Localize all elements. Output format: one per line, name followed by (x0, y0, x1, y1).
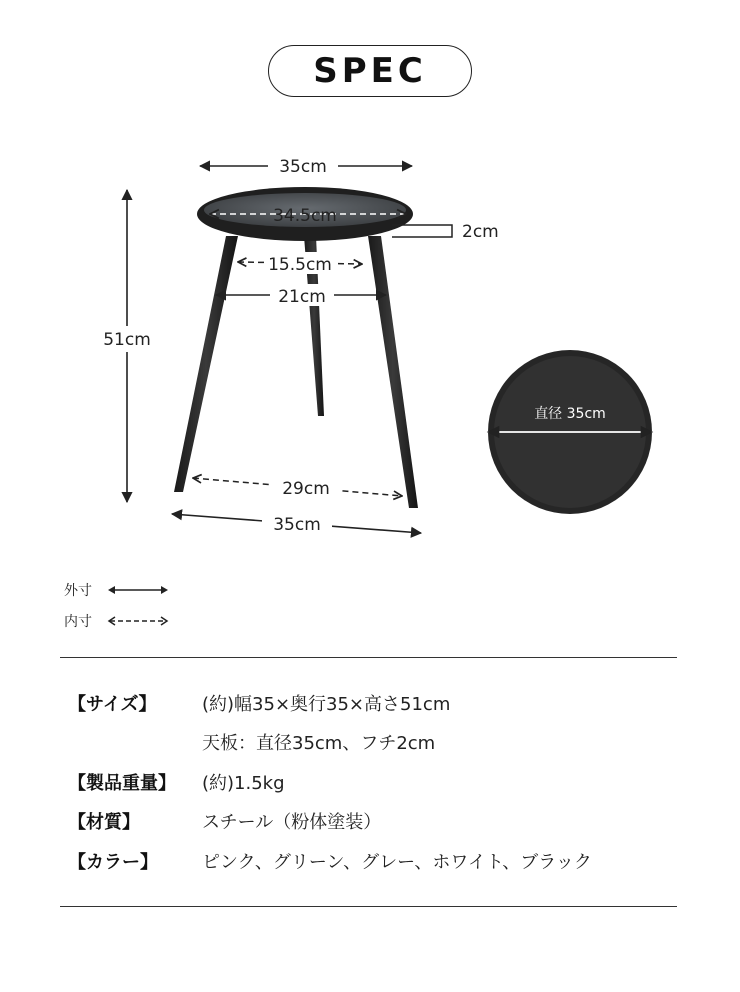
rim-callout-bracket (392, 225, 452, 237)
spec-value: (約)1.5kg (202, 772, 285, 794)
spec-value: 天板：直径35cm、フチ2cm (202, 733, 436, 755)
spec-value: スチール（粉体塗装） (202, 812, 382, 834)
spec-row-material (68, 802, 688, 842)
legend-outer (64, 580, 170, 600)
spec-table (68, 683, 688, 881)
table-leg-right (368, 236, 418, 508)
dim-label-top-view-diameter: 直径 35cm (534, 406, 606, 422)
spec-value: (約)幅35×奥行35×高さ51cm (202, 693, 451, 715)
spec-row-size (68, 683, 688, 723)
legend-inner-arrow-icon (106, 615, 170, 627)
dim-label-top-inner: 34.5cm (273, 206, 337, 226)
dim-label-leg-bottom: 29cm (282, 479, 330, 499)
spec-key: 【カラー】 (68, 851, 158, 873)
dim-label-top-width: 35cm (279, 157, 327, 177)
spec-row-weight (68, 762, 688, 802)
spec-key: 【製品重量】 (68, 772, 176, 794)
legend-inner-label: 内寸 (64, 614, 92, 630)
spec-key: 【材質】 (68, 812, 140, 834)
dim-label-height: 51cm (103, 330, 151, 350)
divider-bottom (60, 906, 677, 907)
table-leg-left (174, 236, 238, 492)
spec-row-color (68, 841, 688, 881)
spec-key: 【サイズ】 (68, 693, 157, 715)
dim-label-leg-mid: 21cm (278, 287, 326, 307)
legend-inner (64, 611, 170, 631)
dim-label-base-width: 35cm (273, 515, 321, 535)
dim-label-rim: 2cm (462, 222, 499, 242)
dim-label-leg-upper: 15.5cm (268, 255, 332, 275)
divider-top (60, 657, 677, 658)
spec-row-tabletop (68, 723, 688, 763)
legend-outer-label: 外寸 (64, 583, 92, 599)
spec-title: SPEC (268, 45, 472, 97)
legend-outer-arrow-icon (106, 584, 170, 596)
spec-value: ピンク、グリーン、グレー、ホワイト、ブラック (202, 851, 592, 873)
